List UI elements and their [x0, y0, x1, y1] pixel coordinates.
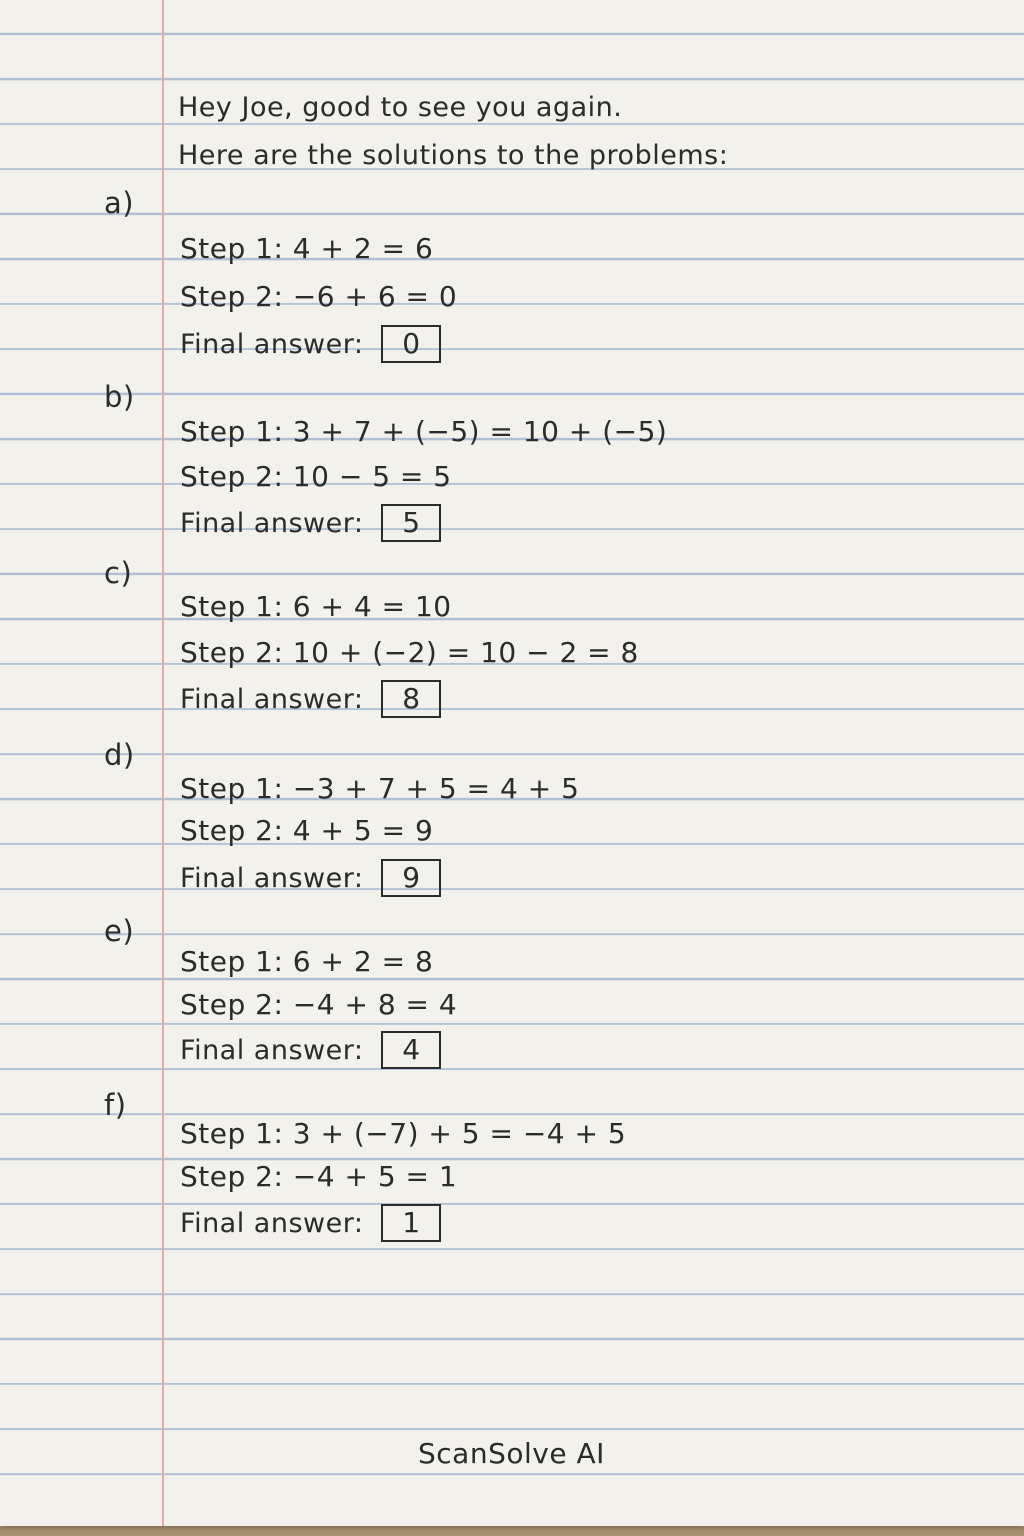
final-answer-label: Final answer: [180, 684, 364, 715]
final-answer-label: Final answer: [180, 329, 364, 360]
final-answer-box: 8 [381, 680, 441, 718]
problem-a-step-2: Step 2: −6 + 6 = 0 [180, 280, 458, 313]
problem-f-final [180, 1204, 441, 1242]
problem-label-c: c) [104, 556, 133, 590]
final-answer-box: 1 [381, 1204, 441, 1242]
problem-f-step-2: Step 2: −4 + 5 = 1 [180, 1160, 458, 1193]
greeting-line-2: Here are the solutions to the problems: [178, 140, 729, 171]
problem-e-step-2: Step 2: −4 + 8 = 4 [180, 988, 458, 1021]
problem-b-step-2: Step 2: 10 − 5 = 5 [180, 460, 452, 493]
final-answer-label: Final answer: [180, 863, 364, 894]
problem-e-step-1: Step 1: 6 + 2 = 8 [180, 945, 434, 978]
problem-label-b: b) [104, 380, 135, 414]
final-answer-label: Final answer: [180, 1208, 364, 1239]
final-answer-box: 9 [381, 859, 441, 897]
problem-c-step-1: Step 1: 6 + 4 = 10 [180, 590, 452, 623]
problem-a-step-1: Step 1: 4 + 2 = 6 [180, 232, 434, 265]
final-answer-box: 0 [381, 325, 441, 363]
problem-label-e: e) [104, 914, 135, 948]
final-answer-label: Final answer: [180, 1035, 364, 1066]
problem-c-final [180, 680, 441, 718]
margin-line [162, 0, 164, 1526]
final-answer-box: 4 [381, 1031, 441, 1069]
final-answer-label: Final answer: [180, 508, 364, 539]
signature: ScanSolve AI [418, 1437, 605, 1470]
problem-f-step-1: Step 1: 3 + (−7) + 5 = −4 + 5 [180, 1117, 627, 1150]
problem-b-step-1: Step 1: 3 + 7 + (−5) = 10 + (−5) [180, 415, 668, 448]
problem-d-final [180, 859, 441, 897]
problem-d-step-2: Step 2: 4 + 5 = 9 [180, 814, 434, 847]
greeting-line-1: Hey Joe, good to see you again. [178, 92, 623, 123]
problem-c-step-2: Step 2: 10 + (−2) = 10 − 2 = 8 [180, 636, 639, 669]
problem-label-f: f) [104, 1088, 127, 1122]
problem-e-final [180, 1031, 441, 1069]
problem-b-final [180, 504, 441, 542]
problem-label-a: a) [104, 186, 135, 220]
problem-a-final [180, 325, 441, 363]
final-answer-box: 5 [381, 504, 441, 542]
problem-d-step-1: Step 1: −3 + 7 + 5 = 4 + 5 [180, 772, 580, 805]
problem-label-d: d) [104, 738, 135, 772]
